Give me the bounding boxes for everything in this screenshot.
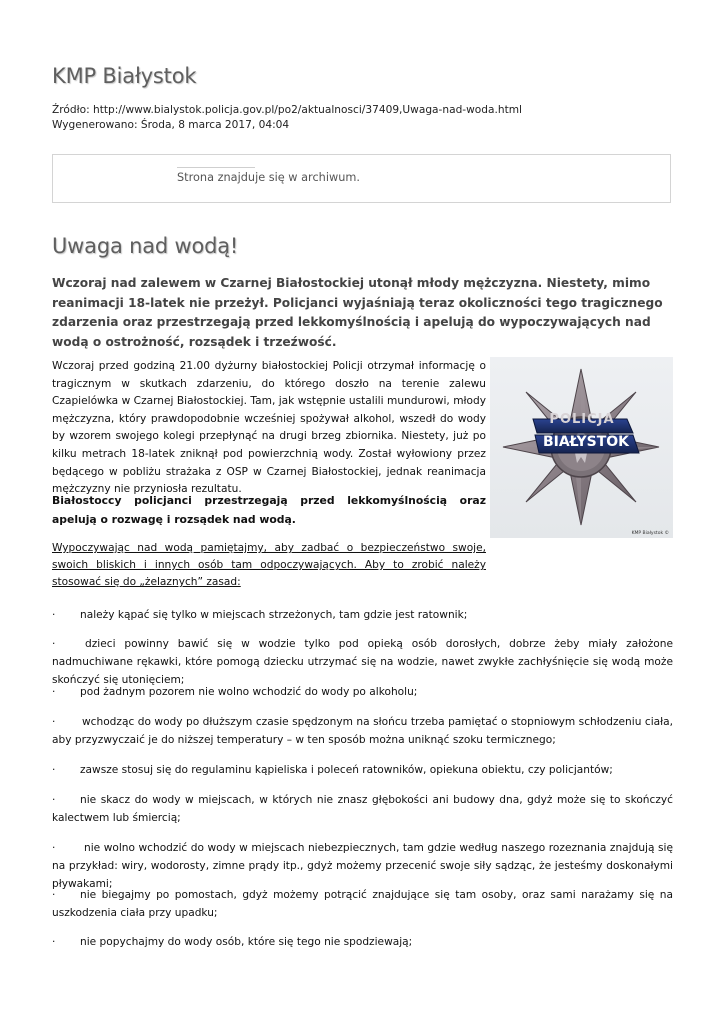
bullet-marker: · (52, 889, 56, 901)
rules-intro: Wypoczywając nad wodą pamiętajmy, aby zadbać o bezpieczeństwo swoje, swoich bliskich i innych osób tam odpoczywających. Aby to zrobić należy stosować się do „żelaznych” zasad: (52, 542, 486, 588)
bullet-marker: · (52, 936, 56, 948)
safety-rule-item (52, 886, 673, 922)
safety-rule-item (52, 606, 673, 624)
article-intro-paragraph: Wczoraj przed godziną 21.00 dyżurny białostockiej Policji otrzymał informację o tragicznym w skutkach zdarzeniu, do którego doszło na terenie zalewu Czapielówka w Czarnej Białostockiej. Tam, jak wstępnie ustalili mundurowi, młody mężczyzna, który prawdopodobnie wcześniej spożywał alkohol, wszedł do wody by wzorem swojego kolegi przepłynąć na drugi brzeg zbiornika. Niestety, już po kilku metrach 18-latek zniknął pod powierzchnią wody. Został wyłowiony przez będącego w pobliżu strażaka z OSP w Czarnej Białostockiej, jednak reanimacja mężczyzny nie przyniosła rezultatu. (52, 360, 486, 496)
bullet-marker: · (52, 609, 56, 621)
badge-top-label: POLICJA (549, 412, 615, 427)
safety-rule-item (52, 761, 673, 779)
safety-rule-text: nie popychajmy do wody osób, które się tego nie spodziewają; (80, 936, 413, 948)
article-warning: Białostoccy policjanci przestrzegają przed lekkomyślnością oraz apelują o rozwagę i rozsądek nad wodą. (52, 494, 486, 526)
safety-rule-item (52, 933, 673, 951)
image-caption: KMP Białystok © (631, 531, 669, 536)
bullet-marker: · (52, 638, 56, 650)
source-url-line: Źródło: http://www.bialystok.policja.gov.pl/po2/aktualnosci/37409,Uwaga-nad-woda.html (52, 104, 522, 116)
bullet-marker: · (52, 794, 56, 806)
article-lead: Wczoraj nad zalewem w Czarnej Białostockiej utonął młody mężczyzna. Niestety, mimo reanimacji 18-latek nie przeżył. Policjanci wyjaśniają teraz okoliczności tego tragicznego zdarzenia oraz przestrzegają przed lekkomyślnością i apelują do wypoczywających nad wodą o ostrożność, rozsądek i trzeźwość. (52, 276, 663, 350)
archive-notice-box (52, 154, 671, 203)
safety-rule-item (52, 635, 673, 690)
article-title: Uwaga nad wodą! (52, 234, 239, 258)
bullet-marker: · (52, 686, 56, 698)
archive-divider (177, 167, 255, 168)
safety-rule-item (52, 713, 673, 749)
generated-date-line: Wygenerowano: Środa, 8 marca 2017, 04:04 (52, 118, 290, 131)
archive-notice-text: Strona znajduje się w archiwum. (177, 171, 360, 184)
safety-rule-text: należy kąpać się tylko w miejscach strzeżonych, tam gdzie jest ratownik; (80, 609, 468, 621)
safety-rule-text: nie wolno wchodzić do wody w miejscach niebezpiecznych, tam gdzie według naszego rozeznania znajdują się na przykład: wiry, wodorosty, zimne prądy itp., gdyż możemy przecenić swoje siły sądząc, że jesteśmy doskonałymi pływakami; (52, 842, 673, 891)
police-badge-image (490, 357, 673, 538)
bullet-marker: · (52, 764, 56, 776)
safety-rule-text: dzieci powinny bawić się w wodzie tylko pod opieką osób dorosłych, dobrze żeby miały założone nadmuchiwane rękawki, które pomogą dziecku utrzymać się na wodzie, nawet zwykłe zachłyśnięcie się wodą może skończyć się utonięciem; (52, 638, 673, 687)
safety-rule-text: zawsze stosuj się do regulaminu kąpieliska i poleceń ratowników, opiekuna obiektu, czy policjantów; (80, 764, 613, 776)
site-title: KMP Białystok (52, 64, 197, 88)
safety-rule-item (52, 791, 673, 827)
safety-rule-item (52, 683, 673, 701)
police-badge-icon (490, 357, 673, 538)
safety-rule-text: nie biegajmy po pomostach, gdyż możemy potrącić znajdujące się tam osoby, oraz sami narażamy się na uszkodzenia ciała przy upadku; (52, 889, 673, 920)
badge-bottom-label: BIAŁYSTOK (542, 434, 630, 450)
safety-rule-text: nie skacz do wody w miejscach, w których nie znasz głębokości ani budowy dna, gdyż może się to skończyć kalectwem lub śmiercią; (52, 794, 673, 825)
bullet-marker: · (52, 716, 56, 728)
bullet-marker: · (52, 842, 56, 854)
safety-rule-text: wchodząc do wody po dłuższym czasie spędzonym na słońcu trzeba pamiętać o stopniowym schłodzeniu ciała, aby przyzwyczaić je do niższej temperatury – w ten sposób można uniknąć szoku termicznego; (52, 716, 673, 747)
document-meta (52, 103, 522, 132)
safety-rule-text: pod żadnym pozorem nie wolno wchodzić do wody po alkoholu; (80, 686, 418, 698)
